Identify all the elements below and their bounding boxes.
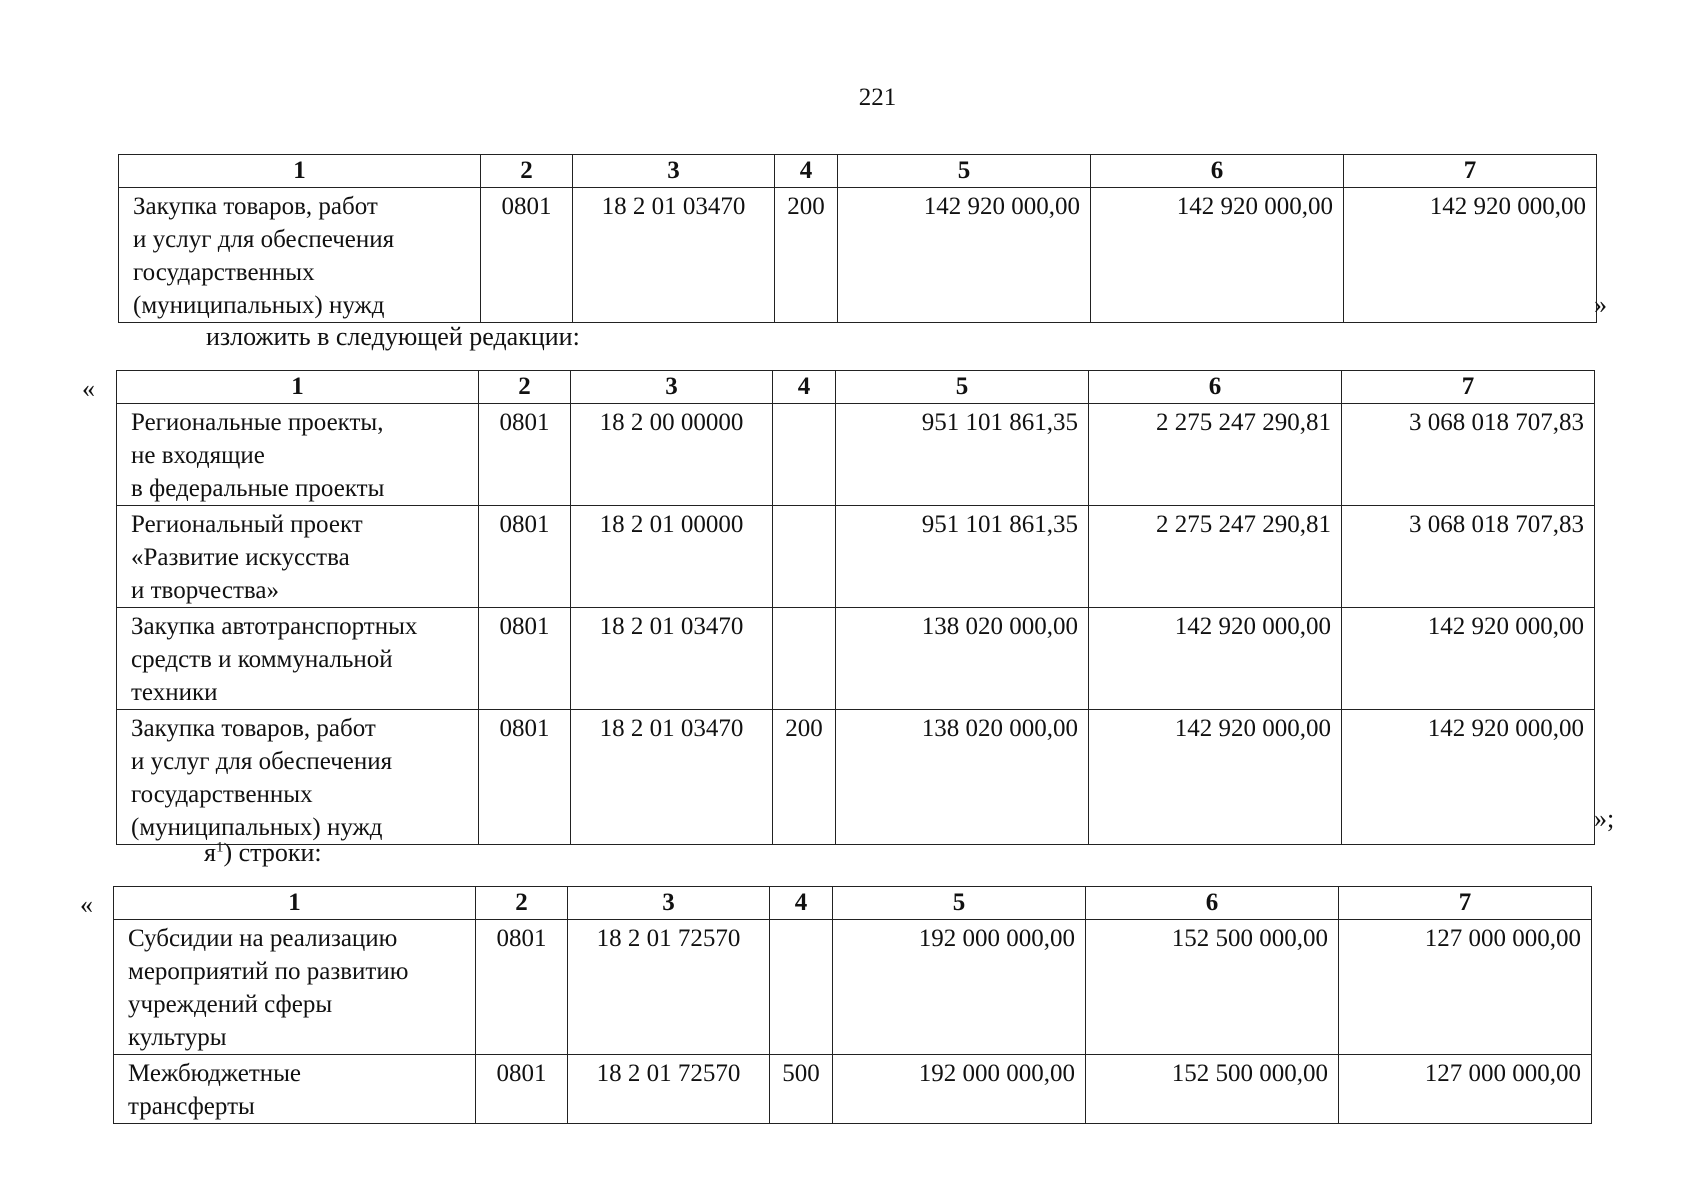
expense-type-cell: 200: [773, 710, 836, 845]
amount-cell: 192 000 000,00: [833, 1055, 1086, 1124]
item-name-line: средств и коммунальной: [131, 646, 393, 673]
column-header: 5: [836, 371, 1089, 404]
amount-cell: 142 920 000,00: [1089, 710, 1342, 845]
opening-quote: «: [80, 890, 93, 919]
column-header: 1: [119, 155, 481, 188]
item-name-line: культуры: [128, 1024, 227, 1051]
column-header: 5: [833, 887, 1086, 920]
column-header: 3: [571, 371, 773, 404]
column-header: 4: [773, 371, 836, 404]
page-number: 221: [858, 84, 897, 111]
item-name-cell: [117, 404, 479, 506]
target-article-cell: 18 2 01 72570: [568, 920, 770, 1055]
opening-quote: «: [82, 374, 95, 403]
item-name-line: мероприятий по развитию: [128, 958, 409, 985]
table-row: [114, 920, 1592, 1055]
expense-type-cell: [773, 608, 836, 710]
section-code-cell: 0801: [479, 404, 571, 506]
closing-quote: »: [1594, 290, 1607, 319]
amount-cell: 138 020 000,00: [836, 710, 1089, 845]
item-name-line: Региональные проекты,: [131, 409, 384, 436]
column-header: 6: [1086, 887, 1339, 920]
target-article-cell: 18 2 00 00000: [571, 404, 773, 506]
amount-cell: 142 920 000,00: [1344, 188, 1597, 323]
amount-cell: 138 020 000,00: [836, 608, 1089, 710]
section-code-cell: 0801: [479, 506, 571, 608]
table-row: [117, 710, 1595, 845]
amount-cell: 142 920 000,00: [1089, 608, 1342, 710]
item-name-cell: [114, 1055, 476, 1124]
item-name-cell: [117, 608, 479, 710]
amount-cell: 142 920 000,00: [1091, 188, 1344, 323]
column-header: 5: [838, 155, 1091, 188]
column-header: 7: [1342, 371, 1595, 404]
target-article-cell: 18 2 01 03470: [571, 608, 773, 710]
table-header-row: [119, 155, 1597, 188]
table-row: [114, 1055, 1592, 1124]
budget-table-old-row: [118, 154, 1597, 323]
item-name-line: техники: [131, 679, 218, 706]
column-header: 6: [1091, 155, 1344, 188]
column-header: 2: [481, 155, 573, 188]
instruction-suffix: ) строки:: [223, 838, 322, 867]
amount-cell: 2 275 247 290,81: [1089, 404, 1342, 506]
amount-cell: 142 920 000,00: [1342, 710, 1595, 845]
table-header-row: [114, 887, 1592, 920]
item-name-line: государственных: [131, 781, 313, 808]
table-row: [117, 506, 1595, 608]
item-name-line: Закупка товаров, работ: [133, 193, 378, 220]
column-header: 3: [568, 887, 770, 920]
column-header: 1: [114, 887, 476, 920]
item-name-line: и творчества»: [131, 577, 279, 604]
closing-quote: »;: [1594, 804, 1615, 833]
section-code-cell: 0801: [479, 710, 571, 845]
table-row: [117, 404, 1595, 506]
amount-cell: 192 000 000,00: [833, 920, 1086, 1055]
column-header: 1: [117, 371, 479, 404]
amount-cell: 951 101 861,35: [836, 506, 1089, 608]
table-row: [119, 188, 1597, 323]
item-name-line: Межбюджетные: [128, 1060, 302, 1087]
column-header: 7: [1339, 887, 1592, 920]
item-name-line: в федеральные проекты: [131, 475, 385, 502]
item-name-line: государственных: [133, 259, 315, 286]
amount-cell: 3 068 018 707,83: [1342, 506, 1595, 608]
item-name-line: не входящие: [131, 442, 265, 469]
expense-type-cell: [773, 404, 836, 506]
item-name-cell: [119, 188, 481, 323]
instruction-text: изложить в следующей редакции:: [206, 322, 580, 351]
item-name-line: Закупка автотранспортных: [131, 613, 418, 640]
amount-cell: 152 500 000,00: [1086, 920, 1339, 1055]
amount-cell: 152 500 000,00: [1086, 1055, 1339, 1124]
column-header: 6: [1089, 371, 1342, 404]
target-article-cell: 18 2 01 72570: [568, 1055, 770, 1124]
target-article-cell: 18 2 01 03470: [573, 188, 775, 323]
section-code-cell: 0801: [479, 608, 571, 710]
column-header: 4: [775, 155, 838, 188]
amount-cell: 127 000 000,00: [1339, 920, 1592, 1055]
item-name-line: Региональный проект: [131, 511, 363, 538]
table-header-row: [117, 371, 1595, 404]
expense-type-cell: 200: [775, 188, 838, 323]
item-name-line: и услуг для обеспечения: [131, 748, 393, 775]
column-header: 7: [1344, 155, 1597, 188]
column-header: 2: [479, 371, 571, 404]
item-name-line: и услуг для обеспечения: [133, 226, 395, 253]
table-row: [117, 608, 1595, 710]
amount-cell: 142 920 000,00: [1342, 608, 1595, 710]
budget-table-added-rows: [113, 886, 1592, 1124]
amount-cell: 951 101 861,35: [836, 404, 1089, 506]
target-article-cell: 18 2 01 03470: [571, 710, 773, 845]
section-code-cell: 0801: [481, 188, 573, 323]
expense-type-cell: [770, 920, 833, 1055]
item-name-line: (муниципальных) нужд: [131, 814, 383, 841]
amount-cell: 3 068 018 707,83: [1342, 404, 1595, 506]
amount-cell: 127 000 000,00: [1339, 1055, 1592, 1124]
item-name-line: учреждений сферы: [128, 991, 333, 1018]
item-name-line: Субсидии на реализацию: [128, 925, 398, 952]
amount-cell: 142 920 000,00: [838, 188, 1091, 323]
instruction-prefix: я: [204, 838, 216, 867]
column-header: 2: [476, 887, 568, 920]
expense-type-cell: [773, 506, 836, 608]
section-code-cell: 0801: [476, 1055, 568, 1124]
column-header: 3: [573, 155, 775, 188]
item-name-cell: [114, 920, 476, 1055]
footnote-mark: 1: [215, 839, 224, 856]
section-code-cell: 0801: [476, 920, 568, 1055]
item-name-cell: [117, 506, 479, 608]
target-article-cell: 18 2 01 00000: [571, 506, 773, 608]
item-name-line: трансферты: [128, 1093, 255, 1120]
amount-cell: 2 275 247 290,81: [1089, 506, 1342, 608]
column-header: 4: [770, 887, 833, 920]
item-name-cell: [117, 710, 479, 845]
item-name-line: «Развитие искусства: [131, 544, 350, 571]
expense-type-cell: 500: [770, 1055, 833, 1124]
instruction-text: [204, 838, 322, 868]
item-name-line: (муниципальных) нужд: [133, 292, 385, 319]
budget-table-new-rows: [116, 370, 1595, 845]
item-name-line: Закупка товаров, работ: [131, 715, 376, 742]
